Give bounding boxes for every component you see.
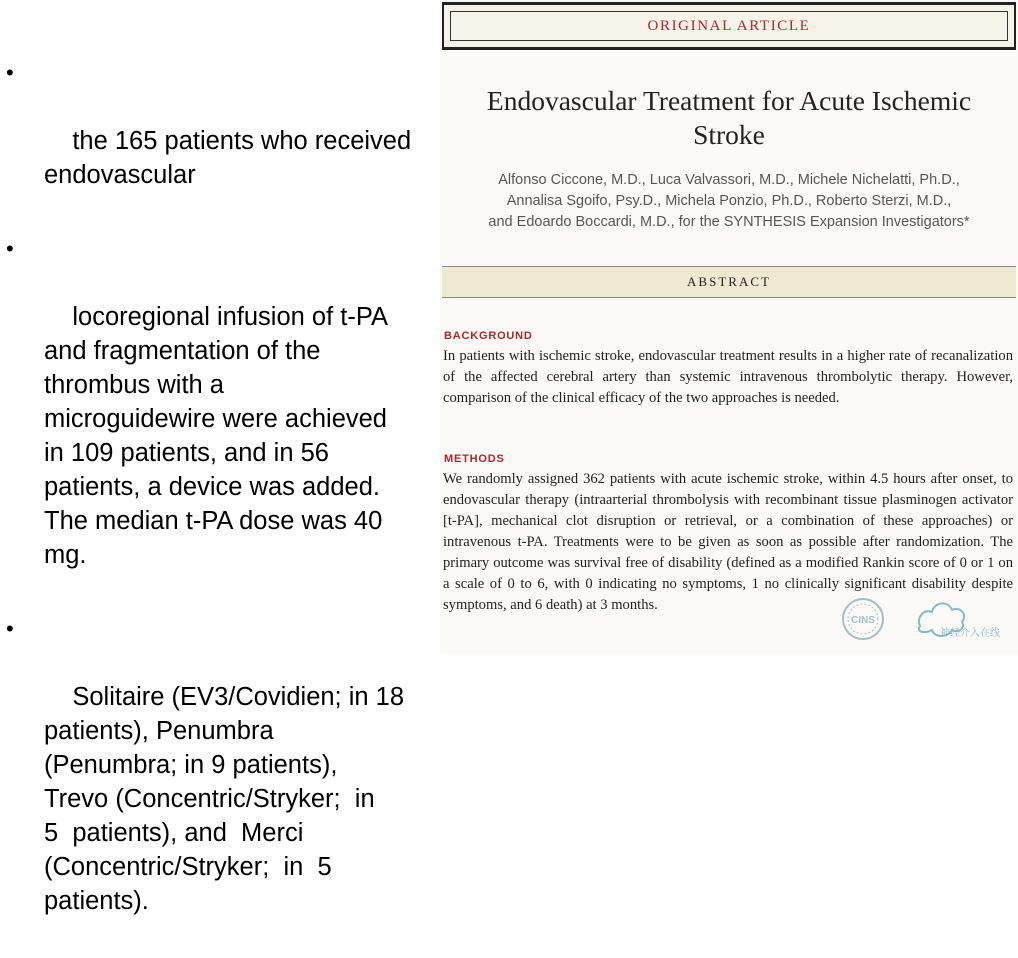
background-heading: BACKGROUND	[444, 330, 533, 342]
bullet-text: Solitaire (EV3/Covidien; in 18 patients), Penumbra (Penumbra; in 9 patients), Trevo (Concentric/Stryker; in 5 patients), and Merci (Concentric/Stryker; in 5 patients).	[44, 683, 405, 915]
bullet-list	[0, 56, 436, 958]
bullet-icon: •	[6, 616, 14, 641]
bullet-item	[0, 56, 436, 226]
article-title: Endovascular Treatment for Acute Ischemic Stroke	[486, 85, 972, 150]
article-type-banner	[442, 2, 1016, 50]
bullet-icon: •	[6, 236, 14, 261]
bullet-text: locoregional infusion of t-PA and fragmentation of the thrombus with a microguidewire were achieved in 109 patients, and in 56 patients, a device was added. The median t-PA dose was 40 mg.	[44, 303, 388, 569]
bullet-item	[0, 232, 436, 606]
brand-logo-text: 神经介入在线	[940, 628, 1000, 639]
brand-logo-icon	[914, 596, 1014, 644]
abstract-label: ABSTRACT	[687, 274, 771, 289]
bullet-item	[0, 612, 436, 952]
abstract-bar	[442, 266, 1016, 298]
methods-text: We randomly assigned 362 patients with acute ischemic stroke, within 4.5 hours after onset, to endovascular therapy (intraarterial thrombolysis with recombinant tissue plasminogen activator [t-PA], mechanical clot disruption or retrieval, or a combination of these approaches) or intravenous t-PA. Treatments were to be given as soon as possible after randomization. The primary outcome was survival free of disability (defined as a modified Rankin score of 0 or 1 on a scale of 0 to 6, with 0 indicating no symptoms, 1 no clinically significant disability despite symptoms, and 6 death) at 3 months.	[443, 471, 1013, 613]
article-type-frame	[450, 11, 1008, 41]
article-type-label: ORIGINAL ARTICLE	[647, 17, 811, 34]
cins-logo-icon	[840, 596, 886, 642]
bullet-icon: •	[6, 60, 14, 85]
cins-logo-text: CINS	[851, 615, 875, 626]
background-text: In patients with ischemic stroke, endovascular treatment results in a higher rate of recanalization of the affected cerebral artery than systemic intravenous thrombolytic therapy. However, comparison of the clinical efficacy of the two approaches is needed.	[443, 348, 1013, 406]
article-authors: Alfonso Ciccone, M.D., Luca Valvassori, M.D., Michele Nichelatti, Ph.D., Annalisa Sgoifo, Psy.D., Michela Ponzio, Ph.D., Roberto Sterzi, M.D., and Edoardo Boccardi, M.D., for the SYNTHESIS Expansion Investigators*	[488, 172, 970, 230]
bullet-text: the 165 patients who received endovascular	[44, 127, 412, 189]
article-excerpt	[440, 0, 1018, 654]
methods-heading: METHODS	[444, 453, 505, 465]
